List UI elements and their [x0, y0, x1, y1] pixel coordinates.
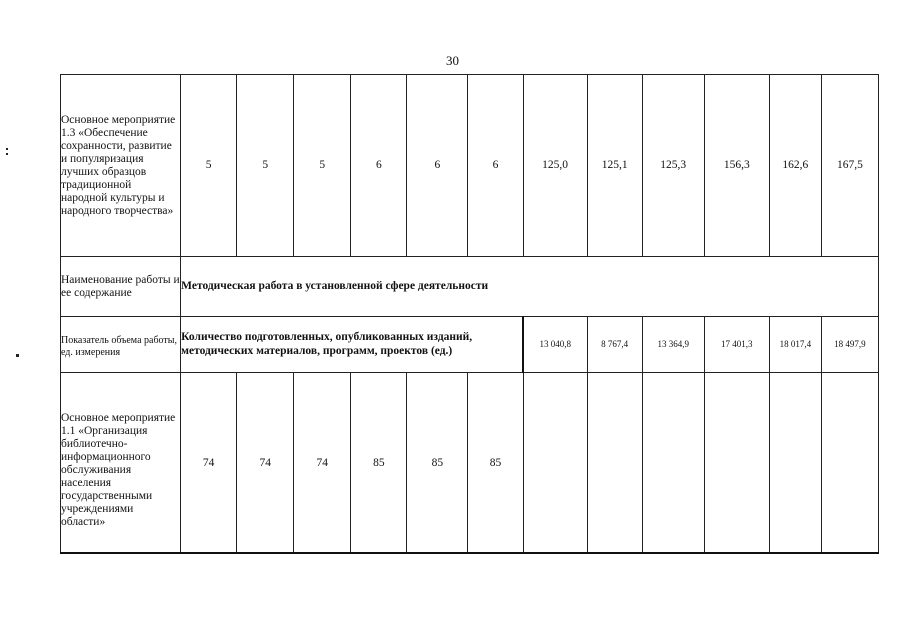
table-cell: 5: [181, 75, 237, 257]
scan-speck: [16, 354, 19, 357]
table-cell: 8 767,4: [587, 317, 642, 373]
table-row: [61, 317, 879, 373]
indicator-cell: Количество подготовленных, опубликованных изданий, методических материалов, программ, проектов (ед.): [181, 317, 523, 373]
table-cell: 6: [407, 75, 468, 257]
table-cell: 6: [468, 75, 523, 257]
table-cell: 74: [237, 373, 294, 553]
table-cell: 74: [294, 373, 351, 553]
table-cell: [821, 373, 878, 553]
table-cell: 85: [351, 373, 407, 553]
table-row: [61, 75, 879, 257]
table-cell: 5: [294, 75, 351, 257]
row-label: Наименование работы и ее содержание: [61, 257, 181, 317]
scan-speck: [6, 148, 8, 150]
table-row: [61, 373, 879, 553]
work-name-cell: Методическая работа в установленной сфере деятельности: [181, 257, 879, 317]
table-cell: [704, 373, 769, 553]
table-cell: 125,3: [642, 75, 704, 257]
row-label: Основное мероприятие 1.3 «Обеспечение сохранности, развитие и популяризация лучших образцов традиционной народной культуры и народного творчества»: [61, 75, 181, 257]
table-cell: [523, 373, 587, 553]
table-cell: 85: [468, 373, 523, 553]
table-cell: 13 040,8: [523, 317, 587, 373]
table-cell: [642, 373, 704, 553]
page-number: 30: [446, 53, 459, 68]
table-cell: [587, 373, 642, 553]
table-cell: 17 401,3: [704, 317, 769, 373]
table-cell: 74: [181, 373, 237, 553]
table-cell: 167,5: [821, 75, 878, 257]
table-cell: 18 017,4: [769, 317, 821, 373]
budget-table: [60, 74, 879, 554]
row-label: Показатель объема работы, ед. измерения: [61, 317, 181, 373]
table-cell: 156,3: [704, 75, 769, 257]
table-cell: 18 497,9: [821, 317, 878, 373]
table-cell: 162,6: [769, 75, 821, 257]
table-cell: 13 364,9: [642, 317, 704, 373]
table-cell: 125,0: [523, 75, 587, 257]
table-cell: 125,1: [587, 75, 642, 257]
table-cell: 85: [407, 373, 468, 553]
table-row: [61, 257, 879, 317]
scan-speck: [6, 153, 8, 155]
table-cell: [769, 373, 821, 553]
table-cell: 5: [237, 75, 294, 257]
table-cell: 6: [351, 75, 407, 257]
row-label: Основное мероприятие 1.1 «Организация библиотечно-информационного обслуживания населения государственными учреждениями области»: [61, 373, 181, 553]
